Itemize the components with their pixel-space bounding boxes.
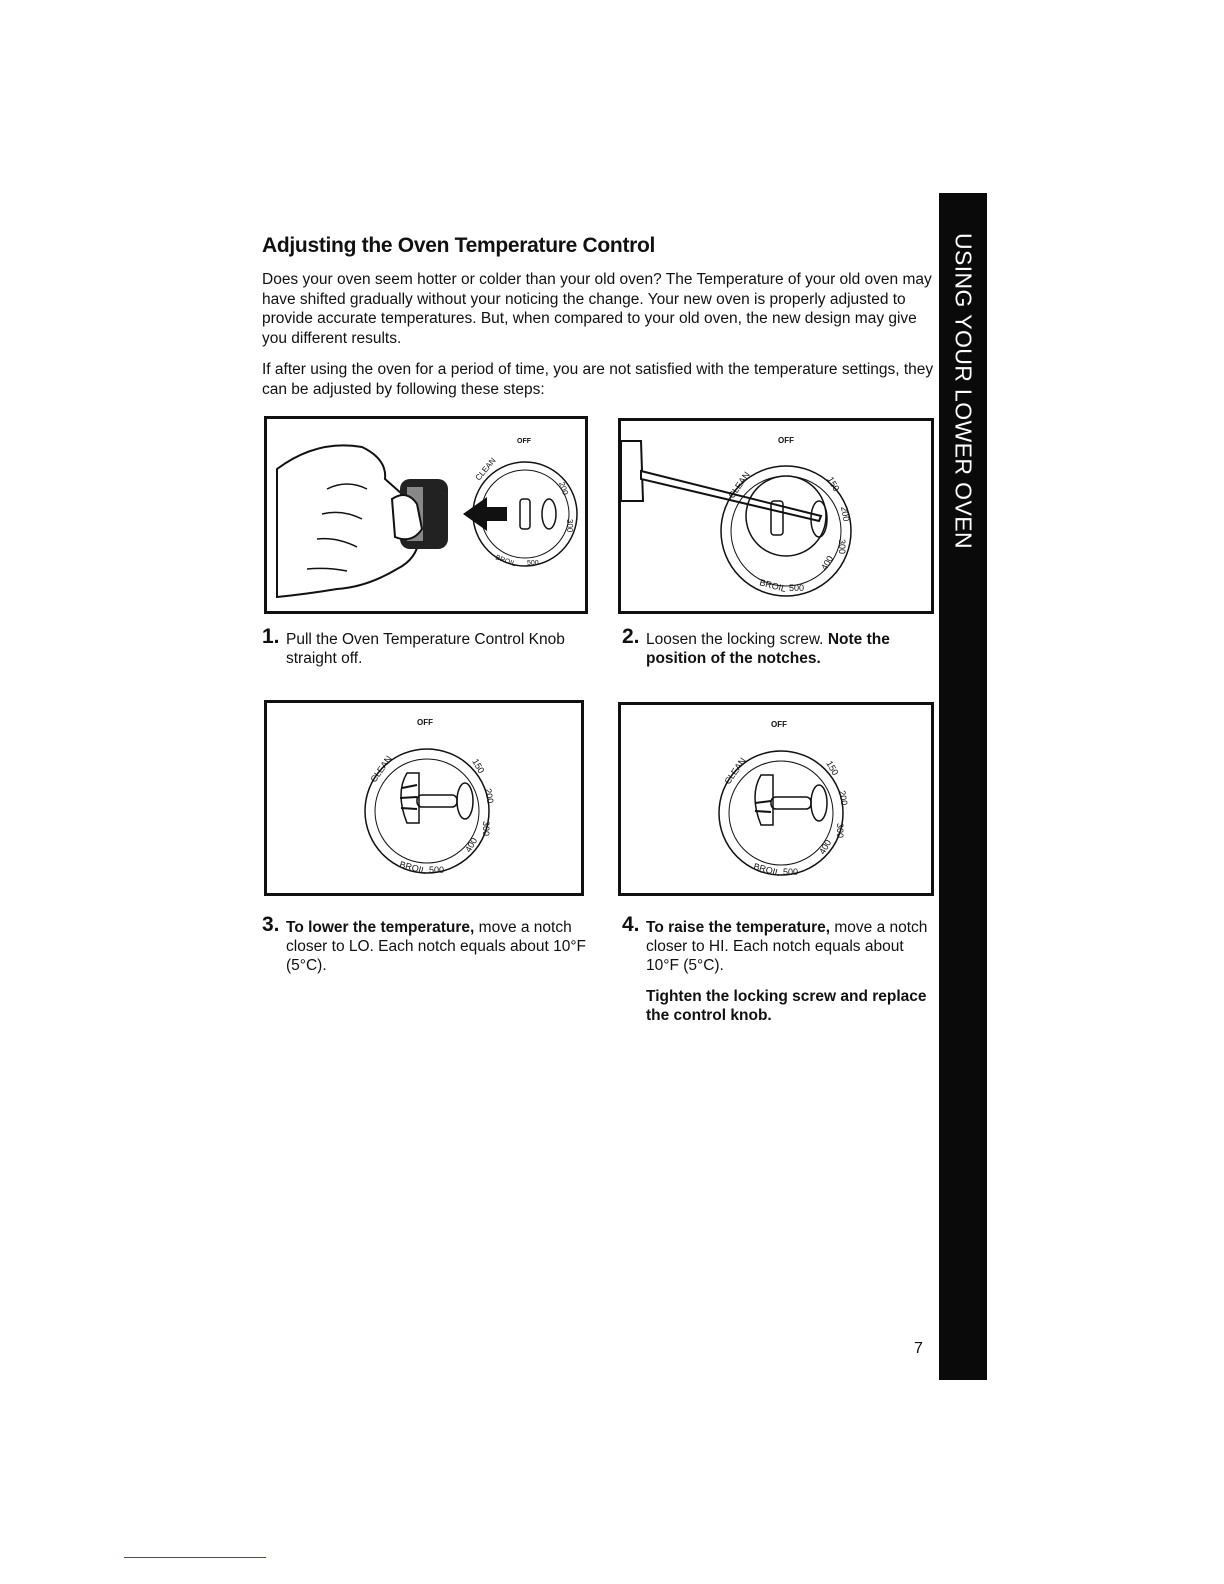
step-2 xyxy=(622,625,932,668)
dial-200-label: 200 xyxy=(837,789,850,807)
step-text-wrap xyxy=(286,918,592,975)
step-number: 4. xyxy=(622,913,640,936)
step-final-note: Tighten the locking screw and replace the control knob. xyxy=(646,988,927,1024)
dial-500-label: 500 xyxy=(429,865,445,875)
dial-broil-label: BROIL xyxy=(758,577,788,594)
step-number: 3. xyxy=(262,913,280,936)
dial-broil-label: BROIL xyxy=(494,554,517,569)
step-1 xyxy=(262,625,592,668)
dial-500-label: 500 xyxy=(527,560,539,567)
step-text-wrap xyxy=(646,630,932,668)
dial-150-label: 150 xyxy=(470,757,487,776)
dial-400-label: 400 xyxy=(817,837,834,856)
dial-off-label: OFF xyxy=(517,438,531,445)
page-title: Adjusting the Oven Temperature Control xyxy=(262,234,656,257)
step-number: 1. xyxy=(262,625,280,648)
dial-off-label: OFF xyxy=(778,436,794,445)
dial-500-label: 500 xyxy=(789,583,805,593)
dial-raise-drawing xyxy=(621,705,931,893)
dial-clean-label: CLEAN xyxy=(473,456,498,483)
dial-lower-drawing xyxy=(267,703,581,893)
step-4 xyxy=(622,913,932,1025)
step-number: 2. xyxy=(622,625,640,648)
step-lead: To raise the temperature, xyxy=(646,919,831,936)
dial-clean-label: CLEAN xyxy=(722,755,748,787)
dial-200-label: 200 xyxy=(557,480,571,497)
step-text: move a notch closer to LO. Each notch equals about 10°F (5°C). xyxy=(286,919,587,974)
dial-150-label: 150 xyxy=(825,475,842,494)
dial-400-label: 400 xyxy=(463,835,480,854)
dial-300-label: 300 xyxy=(835,823,845,839)
step-text: Loosen the locking screw. xyxy=(646,631,824,648)
dial-off-label: OFF xyxy=(417,718,433,727)
page-number: 7 xyxy=(914,1340,923,1357)
instructions-paragraph: If after using the oven for a period of time, you are not satisfied with the temperature settings, they can be adjusted by following these steps: xyxy=(262,361,934,398)
section-tab-label: USING YOUR LOWER OVEN xyxy=(950,233,977,549)
illustration-raise-temperature xyxy=(618,702,934,896)
intro-paragraph: Does your oven seem hotter or colder than your old oven? The Temperature of your old oven may have shifted gradually without your noticing the change. Your new oven is properly adjusted to provide accurate temperatures. But, when compared to your old oven, the new design may give you different results. xyxy=(262,271,932,347)
section-tab xyxy=(939,193,987,1380)
illustration-loosen-screw xyxy=(618,418,934,614)
step-text: move a notch closer to HI. Each notch equals about 10°F (5°C). xyxy=(646,919,928,974)
screwdriver-on-dial-drawing xyxy=(621,421,931,611)
dial-off-label: OFF xyxy=(771,720,787,729)
dial-500-label: 500 xyxy=(783,867,799,877)
dial-300-label: 300 xyxy=(481,821,491,837)
footer-rule xyxy=(124,1557,266,1558)
dial-broil-label: BROIL xyxy=(752,861,782,878)
step-3 xyxy=(262,913,592,975)
dial-200-label: 200 xyxy=(483,787,496,805)
dial-300-label: 300 xyxy=(565,519,574,533)
dial-300-label: 300 xyxy=(837,539,847,555)
dial-broil-label: BROIL xyxy=(398,859,428,876)
dial-400-label: 400 xyxy=(819,553,836,572)
step-lead: To lower the temperature, xyxy=(286,919,475,936)
step-text: Pull the Oven Temperature Control Knob straight off. xyxy=(286,631,565,667)
dial-200-label: 200 xyxy=(839,505,852,523)
dial-150-label: 150 xyxy=(824,759,841,778)
illustration-lower-temperature xyxy=(264,700,584,896)
hand-pulling-knob-drawing xyxy=(267,419,585,611)
dial-clean-label: CLEAN xyxy=(726,469,752,501)
dial-clean-label: CLEAN xyxy=(368,753,394,785)
step-text-wrap xyxy=(646,918,932,975)
illustration-pull-knob xyxy=(264,416,588,614)
step-note: Note the position of the notches. xyxy=(646,631,890,667)
